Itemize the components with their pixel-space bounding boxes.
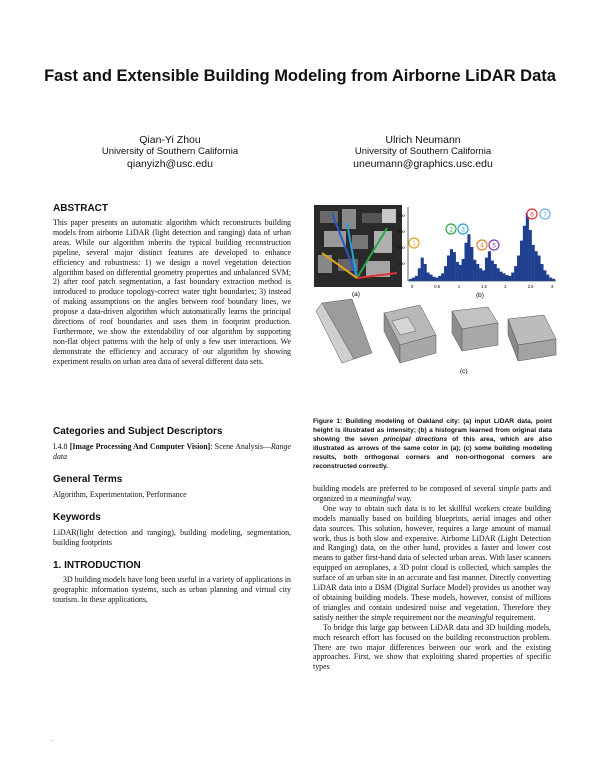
figure-caption	[313, 417, 552, 471]
direction-marker-label: 2	[449, 226, 453, 234]
histogram-bar	[491, 261, 494, 281]
direction-marker-label: 4	[480, 242, 484, 250]
histogram-bar	[453, 252, 456, 281]
author-name: Ulrich Neumann	[385, 134, 461, 146]
y-tick-label: 200	[398, 245, 405, 250]
categories-code: I.4.8	[53, 442, 70, 451]
histogram-bar	[409, 279, 412, 281]
general-terms-section	[53, 474, 291, 500]
categories-text	[53, 442, 291, 462]
direction-marker-label: 3	[461, 226, 465, 234]
histogram-bar	[412, 278, 415, 281]
histogram-bar	[470, 247, 473, 281]
text-run-italic: simple	[498, 484, 520, 493]
y-tick-label: 300	[398, 229, 405, 234]
keywords-section	[53, 512, 291, 548]
text-run: building models are preferred to be composed of several	[313, 484, 499, 493]
x-tick-label: 2.5	[527, 284, 534, 289]
histogram-bar	[535, 251, 538, 281]
author-email: qianyizh@usc.edu	[127, 158, 213, 170]
x-tick-label: 1	[457, 284, 461, 289]
histogram-bar	[418, 268, 421, 281]
histogram-bar	[502, 273, 505, 281]
histogram-bar	[482, 270, 485, 281]
right-paragraph-0	[313, 484, 551, 504]
histogram-bar	[479, 268, 482, 281]
histogram-bar	[476, 264, 479, 281]
histogram-bar	[508, 276, 511, 281]
text-run: One way to obtain such data is to let skillful workers create building models manually based on building blueprints, aerial images and other data sources. This solution, however, requires a large amount of manual work, thus is both slow and expensive. Airborne LiDAR (Light Detection and Ranging) data, on the other hand, provides a faster and lower cost means to gather first-hand data of selected urban areas. With laser scanners equipped on aeroplanes, a 3D point cloud is collected, which samples the surface of an urban site in an accurate and fast manner. Directly converting LiDAR data into a DSM (Digital Surface Model) provides us another way of obtaining building models. These models, however, consist of millions of triangles and contain undesired noise and vegetation. Therefore they satisfy neither the	[313, 503, 551, 622]
introduction-paragraph: 3D building models have long been useful in a variety of applications in geographic information systems, such as urban planning and virtual city tourism. In these applications,	[53, 575, 291, 604]
caption-rest: of this area, which are also illustrated as arrows of the same color in (a); (c) some building modeling results, both orthogonal corners and non-orthogonal corners are reconstructed correctly.	[313, 436, 552, 470]
author-name: Qian-Yi Zhou	[139, 134, 201, 146]
figure-1-graphic	[312, 203, 562, 413]
figure-label-a: (a)	[352, 291, 360, 298]
histogram-bar	[427, 273, 430, 282]
histogram-bar	[421, 258, 424, 281]
histogram-bar	[514, 266, 517, 281]
histogram-bar	[424, 264, 427, 281]
x-tick-label: 0.5	[434, 284, 441, 289]
histogram-bar	[485, 258, 488, 281]
building-models	[316, 299, 556, 363]
figure-1	[312, 203, 562, 413]
figure-label-c: (c)	[460, 368, 468, 375]
direction-marker-label: 6	[530, 211, 534, 219]
histogram-bar	[415, 276, 418, 281]
histogram-bar	[517, 256, 520, 282]
x-tick-label: 1.5	[481, 284, 487, 289]
histogram-bar	[543, 270, 546, 281]
histogram-bar	[462, 259, 465, 281]
caption-bold: Figure 1: Building modeling of Oakland city: (a) input LiDAR data, point height is illustrated as intensity; (b) a histogram learned from original data showing the seven	[313, 418, 552, 443]
text-run: way.	[395, 493, 412, 503]
author-affiliation: University of Southern California	[354, 146, 492, 157]
histogram-bar	[456, 262, 459, 281]
histogram-bar	[441, 273, 444, 281]
keywords-heading: Keywords	[53, 512, 101, 523]
lidar-image	[314, 205, 402, 287]
author-affiliation: University of Southern California	[101, 146, 239, 157]
categories-heading: Categories and Subject Descriptors	[53, 426, 223, 437]
histogram-bar	[444, 266, 447, 281]
text-run-italic: simple	[371, 612, 392, 622]
text-run: parts and organized in a	[313, 484, 551, 503]
histogram-bar	[520, 241, 523, 281]
histogram-bar	[435, 278, 438, 281]
y-tick-label: 400	[398, 213, 405, 218]
histogram-bar	[464, 243, 467, 281]
paper-title: Fast and Extensible Building Modeling from Airborne LiDAR Data	[44, 67, 556, 85]
author-email: uneumann@graphics.usc.edu	[353, 158, 493, 170]
histogram-bar	[552, 279, 555, 281]
abstract-section	[53, 203, 291, 367]
histogram-bar	[546, 275, 549, 281]
histogram-bar	[488, 251, 491, 281]
direction-marker-label: 1	[412, 240, 416, 248]
right-column	[313, 484, 551, 672]
author-block	[50, 134, 290, 170]
histogram-bar	[438, 276, 441, 281]
histogram-bar	[505, 275, 508, 281]
general-terms-heading: General Terms	[53, 474, 123, 485]
histogram-bar	[532, 245, 535, 281]
x-tick-label: 2	[504, 284, 507, 289]
keywords-text: LiDAR(light detection and ranging), building modeling, segmentation, building footprints	[53, 528, 291, 547]
histogram-bar	[494, 264, 497, 281]
histogram-bar	[537, 256, 540, 282]
abstract-text: This paper presents an automatic algorithm which reconstructs building models from airborne LiDAR (light detection and ranging) data of urban areas. While our algorithm inherits the typical building reconstruction pipeline, several major distinct features are developed to enhance efficiency and robustness: 1) we design a novel vegetation detection algorithm based on differential geometry properties and unbalanced SVM; 2) after roof patch segmentation, a fast boundary extraction method is introduced to produce topology-correct water tight boundaries; 3) instead of making assumptions on the angles between roof boundary lines, we propose a data-driven algorithm which automatically learns the principal directions of roof boundaries and uses them in footprint production. Furthermore, we show the extendability of our algorithm by supporting non-flat object patterns with the help of only a few user interactions. We demonstrate the efficiency and accuracy of our algorithm by showing experiment results on urban area data of several different data sets.	[53, 218, 291, 366]
histogram-chart	[398, 207, 556, 289]
x-tick-label: 0	[411, 284, 414, 289]
histogram-x-ticks	[411, 284, 554, 289]
histogram-bar	[526, 213, 529, 281]
histogram-bar	[500, 272, 503, 281]
direction-marker-label: 7	[543, 211, 547, 219]
text-run-italic: meaningful	[457, 612, 494, 622]
text-run: requirement nor the	[391, 612, 458, 622]
histogram-bar	[540, 264, 543, 281]
histogram-bar	[497, 268, 500, 281]
histogram-bar	[429, 275, 432, 281]
histogram-bar	[447, 256, 450, 282]
abstract-heading: ABSTRACT	[53, 203, 108, 214]
footer-dot: .	[52, 737, 54, 743]
direction-marker-label: 5	[492, 242, 496, 250]
caption-italic: principal directions	[383, 436, 448, 443]
general-terms-text: Algorithm, Experimentation, Performance	[53, 490, 187, 499]
histogram-bar	[467, 234, 470, 281]
histogram-bar	[523, 226, 526, 281]
right-paragraph-2: To bridge this large gap between LiDAR data and 3D building models, much research effort has focused on the building reconstruction problem. There are two major differences between our work and the existing approaches. First, we show that exploiting shared properties of specific types	[313, 622, 551, 672]
histogram-bar	[473, 260, 476, 281]
histogram-bar	[432, 277, 435, 281]
author-block	[303, 134, 543, 170]
histogram-bar	[459, 265, 462, 281]
introduction-heading: 1. INTRODUCTION	[53, 560, 141, 571]
introduction-section	[53, 560, 291, 605]
histogram-bar	[450, 249, 453, 281]
y-tick-label: 100	[398, 261, 405, 266]
histogram-bar	[549, 278, 552, 281]
categories-section	[53, 426, 291, 462]
categories-rest: : Scene Analysis—	[210, 442, 271, 451]
figure-label-b: (b)	[476, 292, 484, 299]
right-paragraph-1	[313, 504, 551, 623]
histogram-bar	[529, 230, 532, 281]
text-run: requirement.	[493, 612, 536, 622]
categories-italic: Range data	[53, 442, 291, 461]
histogram-bar	[511, 273, 514, 282]
categories-bracket: [Image Processing And Computer Vision]	[69, 442, 211, 451]
x-tick-label: 3	[551, 284, 554, 289]
text-run-italic: meaningful	[359, 493, 396, 503]
